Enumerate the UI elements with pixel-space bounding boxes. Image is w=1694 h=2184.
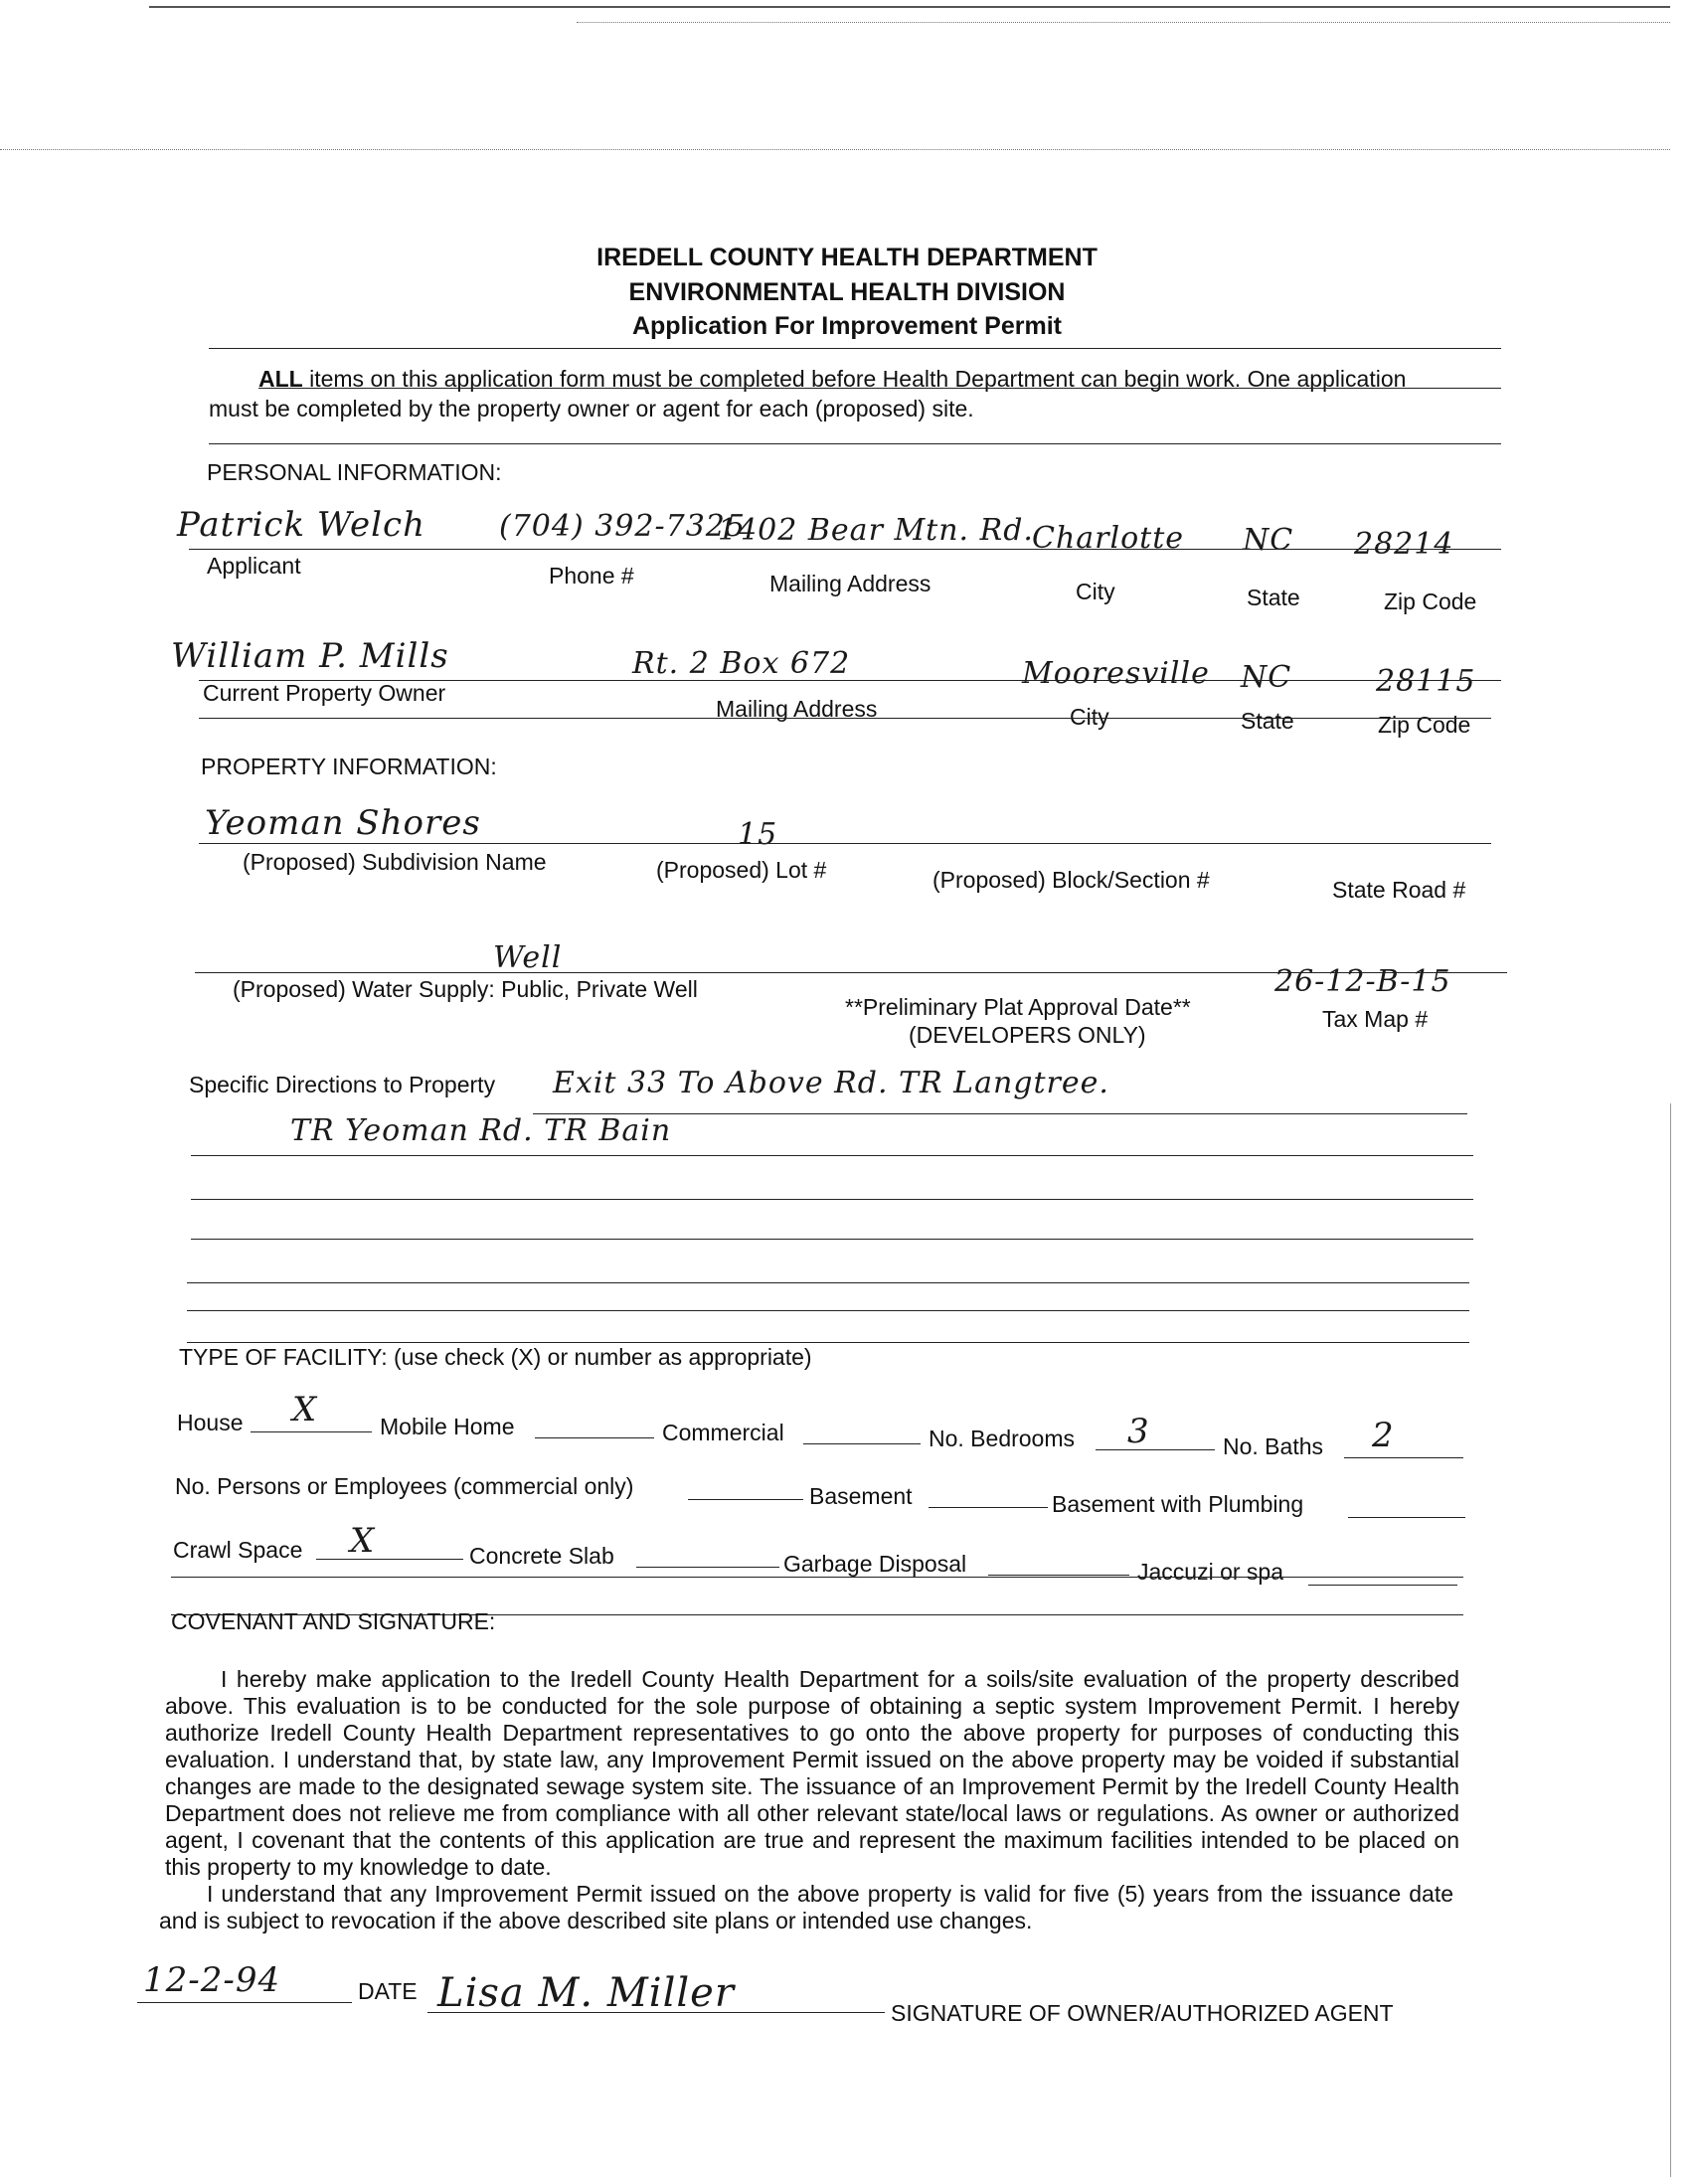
mobile-home-label: Mobile Home: [380, 1414, 515, 1439]
lot-number[interactable]: 15: [738, 817, 778, 852]
intro-rule: [258, 388, 1501, 389]
applicant-address-label: Mailing Address: [769, 571, 932, 596]
signature-blank: [427, 2012, 885, 2013]
concrete-slab-blank: [636, 1567, 779, 1568]
jaccuzi-blank: [1308, 1585, 1457, 1586]
block-label: (Proposed) Block/Section #: [932, 867, 1210, 893]
applicant-city-label: City: [1076, 579, 1115, 604]
water-supply-value[interactable]: Well: [493, 940, 563, 975]
basement-plumbing-blank: [1348, 1517, 1465, 1518]
scan-noise-dotted: [0, 149, 1670, 150]
property-line: [199, 843, 1491, 844]
facility-end-rule: [171, 1577, 1463, 1578]
house-blank: [251, 1431, 372, 1432]
header-dept: IREDELL COUNTY HEALTH DEPARTMENT: [596, 244, 1098, 271]
directions-rule-4: [191, 1239, 1473, 1240]
facility-section-label: TYPE OF FACILITY: (use check (X) or number as appropriate): [179, 1344, 812, 1370]
baths-blank: [1344, 1457, 1463, 1458]
directions-rule-2: [191, 1155, 1473, 1156]
date-label: DATE: [358, 1978, 418, 2004]
commercial-blank: [803, 1443, 921, 1444]
owner-state-label: State: [1241, 708, 1294, 734]
directions-rule-7: [187, 1342, 1469, 1343]
owner-label: Current Property Owner: [203, 680, 446, 706]
baths-label: No. Baths: [1223, 1433, 1323, 1459]
bedrooms-label: No. Bedrooms: [929, 1426, 1076, 1451]
property-section-label: PROPERTY INFORMATION:: [201, 754, 497, 779]
plat-date-label: **Preliminary Plat Approval Date**: [845, 994, 1191, 1020]
baths-value[interactable]: 2: [1372, 1416, 1395, 1455]
personal-section-label: PERSONAL INFORMATION:: [207, 459, 502, 485]
directions-rule-6: [187, 1310, 1469, 1311]
water-line: [195, 972, 1507, 973]
jaccuzi-label: Jaccuzi or spa: [1137, 1559, 1284, 1585]
owner-zip-label: Zip Code: [1378, 712, 1471, 738]
owner-signature[interactable]: Lisa M. Miller: [437, 1970, 735, 2016]
crawl-space-blank: [316, 1559, 463, 1560]
crawl-space-value[interactable]: X: [350, 1521, 376, 1561]
covenant-section-label: COVENANT AND SIGNATURE:: [171, 1608, 496, 1634]
personal-end-rule: [199, 718, 1491, 719]
date-blank: [137, 2002, 352, 2003]
applicant-zip[interactable]: 28214: [1354, 527, 1454, 562]
header-rule: [209, 348, 1501, 349]
intro-rule-2: [209, 443, 1501, 444]
scan-top-border: [149, 6, 1670, 8]
scan-right-edge: [1670, 1103, 1671, 2177]
applicant-name[interactable]: Patrick Welch: [177, 505, 425, 545]
road-label: State Road #: [1332, 877, 1466, 903]
plat-developers-label: (DEVELOPERS ONLY): [909, 1022, 1146, 1048]
tax-map-label: Tax Map #: [1322, 1006, 1429, 1032]
directions-rule-5: [187, 1282, 1469, 1283]
owner-address[interactable]: Rt. 2 Box 672: [632, 646, 851, 681]
owner-address-label: Mailing Address: [716, 696, 878, 722]
covenant-paragraph-1: I hereby make application to the Iredell County Health Department for a soils/site evaluation of the property described above. This evaluation is to be conducted for the sole purpose of obtaining a septic system Improvement Permit. I hereby authorize Iredell County Health Department representatives to go onto the above property for purposes of conducting this evaluation. I understand that, by state law, any Improvement Permit issued on the above property may be voided if substantial changes are made to the designated sewage system site. The issuance of an Improvement Permit by the Iredell County Health Department does not relieve me from compliance with all other relevant state/local laws or regulations. As owner or authorized agent, I covenant that the contents of this application are true and represent the maximum facilities intended to be placed on this property to my knowledge to date.: [165, 1666, 1459, 1880]
concrete-slab-label: Concrete Slab: [469, 1543, 614, 1569]
directions-rule-3: [191, 1199, 1473, 1200]
header-division: ENVIRONMENTAL HEALTH DIVISION: [628, 278, 1066, 306]
lot-label: (Proposed) Lot #: [656, 857, 827, 883]
intro-line2: must be completed by the property owner or agent for each (proposed) site.: [209, 396, 974, 421]
house-value[interactable]: X: [292, 1390, 318, 1429]
basement-label: Basement: [809, 1483, 913, 1509]
applicant-label: Applicant: [207, 553, 301, 579]
applicant-address[interactable]: 1402 Bear Mtn. Rd.: [718, 513, 1034, 548]
commercial-label: Commercial: [662, 1420, 784, 1445]
directions-label: Specific Directions to Property: [189, 1072, 496, 1097]
basement-plumbing-label: Basement with Plumbing: [1052, 1491, 1304, 1517]
phone-label: Phone #: [549, 563, 634, 588]
owner-zip[interactable]: 28115: [1376, 664, 1476, 699]
water-supply-label: (Proposed) Water Supply: Public, Private Well: [233, 976, 698, 1002]
directions-line1[interactable]: Exit 33 To Above Rd. TR Langtree.: [553, 1066, 1109, 1100]
signature-date[interactable]: 12-2-94: [143, 1960, 281, 2000]
owner-state[interactable]: NC: [1241, 660, 1292, 695]
crawl-space-label: Crawl Space: [173, 1537, 303, 1563]
applicant-line: [189, 549, 1501, 550]
persons-label: No. Persons or Employees (commercial only): [175, 1473, 634, 1499]
applicant-zip-label: Zip Code: [1384, 588, 1477, 614]
directions-rule-1: [533, 1113, 1467, 1114]
covenant-paragraph-2: I understand that any Improvement Permit issued on the above property is valid for five (5) years from the issuance date and is subject to revocation if the above described site plans or intended use changes.: [159, 1881, 1453, 1933]
signature-label: SIGNATURE OF OWNER/AUTHORIZED AGENT: [891, 2000, 1394, 2026]
owner-city[interactable]: Mooresville: [1022, 656, 1210, 691]
mobile-home-blank: [535, 1437, 654, 1438]
owner-city-label: City: [1070, 704, 1109, 730]
intro-line1: ALL items on this application form must be completed before Health Department can begin work. One application: [258, 366, 1407, 392]
applicant-phone[interactable]: (704) 392-7325: [499, 509, 746, 544]
owner-name[interactable]: William P. Mills: [171, 636, 449, 676]
house-label: House: [177, 1410, 244, 1435]
scan-noise-top: [577, 22, 1670, 23]
persons-blank: [688, 1499, 803, 1500]
header-form-title: Application For Improvement Permit: [631, 312, 1062, 340]
garbage-disposal-blank: [988, 1575, 1129, 1576]
directions-line2[interactable]: TR Yeoman Rd. TR Bain: [290, 1113, 672, 1148]
tax-map-value[interactable]: 26-12-B-15: [1274, 964, 1451, 999]
garbage-disposal-label: Garbage Disposal: [783, 1551, 967, 1577]
subdivision-label: (Proposed) Subdivision Name: [243, 849, 547, 875]
subdivision-name[interactable]: Yeoman Shores: [205, 803, 481, 843]
applicant-city[interactable]: Charlotte: [1032, 521, 1185, 556]
applicant-state[interactable]: NC: [1243, 523, 1294, 558]
bedrooms-blank: [1096, 1449, 1215, 1450]
basement-blank: [929, 1507, 1048, 1508]
applicant-state-label: State: [1247, 585, 1300, 610]
bedrooms-value[interactable]: 3: [1127, 1412, 1150, 1451]
